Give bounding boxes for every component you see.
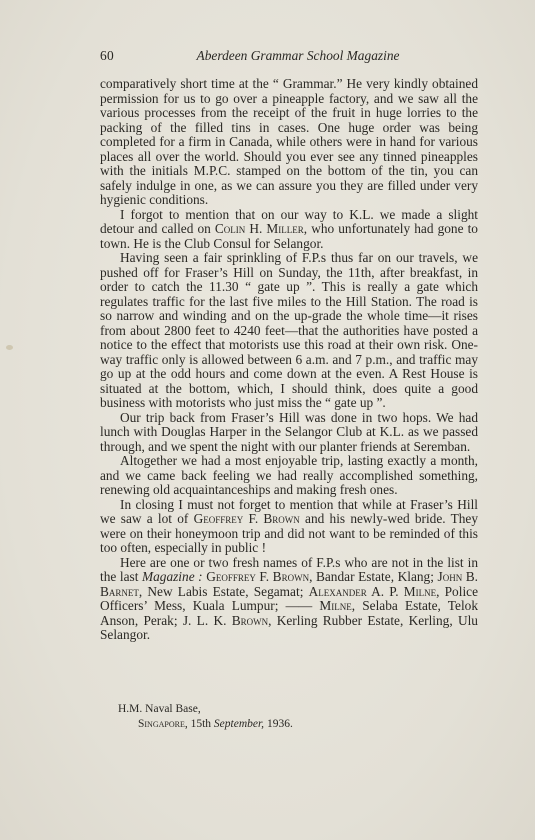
paper-stain-mark <box>6 345 13 350</box>
text-run: , Bandar Estate, Klang; <box>309 569 438 584</box>
paragraph <box>100 454 478 498</box>
signature-month: September, <box>213 717 265 730</box>
text-run: Having seen a fair sprinkling of F.P.s thus far on our travels, we pushed off for Fraser’s Hill on Sunday, the 11th, after breakfast, in order to catch the 11.30 “ gate up ”. This is really a gate which regulates traffic for the last five miles to the Hill Station. The road is so narrow and winding and on the up-grade the whole time—it rises from about 2800 feet to 4240 feet—that the authorities have posted a notice to the effect that motorists use this road at their own risk. One-way traffic only is allowed between 6 a.m. and 7 p.m., and traffic may go up at the odd hours and come down at the even. A Rest House is situated at the bottom, which, I should think, does quite a good business with motorists who just miss the “ gate up ”. <box>100 250 478 410</box>
text-run: , Police Officers’ Mess, Kuala Lumpur; —— <box>100 583 478 613</box>
text-run: Our trip back from Fraser’s Hill was done in two hops. We had lunch with Douglas Harper in the Selangor Club at K.L. as we passed through, and we spent the night with our planter friends at Seremban. <box>100 409 478 454</box>
italic-text: Magazine : <box>141 569 203 584</box>
running-head: Aberdeen Grammar School Magazine <box>196 48 400 63</box>
text-run: Altogether we had a most enjoyable trip, lasting exactly a month, and we came back feeling we had really accomplished something, renewing old acquaintanceships and making fresh ones. <box>100 453 478 497</box>
paragraph <box>100 411 478 455</box>
person-name: J. L. K. Brown <box>182 612 269 628</box>
person-name: Milne <box>319 598 352 613</box>
signature-block <box>118 702 293 731</box>
signature-place-date <box>118 717 293 732</box>
paragraph <box>100 208 478 252</box>
paragraph <box>100 556 478 643</box>
person-name: Alexander A. P. Milne <box>308 583 437 599</box>
paragraph <box>100 251 478 411</box>
signature-place: Singapore, <box>138 717 188 730</box>
person-name: John B. Barnet <box>100 569 478 599</box>
paragraph <box>100 498 478 556</box>
text-run: I forgot to mention that on our way to K.L. we made a slight detour and called on <box>100 206 478 236</box>
paragraph <box>100 77 478 208</box>
article-body <box>100 77 478 643</box>
signature-day: 15th <box>187 717 214 730</box>
person-name: Geoffrey F. Brown <box>206 569 310 584</box>
text-run: , Kerling Rubber Estate, Kerling, Ulu Selangor. <box>100 612 478 642</box>
text-run: , who unfortunately had gone to town. He is the Club Consul for Selangor. <box>100 221 478 251</box>
page-header <box>100 48 478 64</box>
person-name: Colin H. Miller <box>214 221 304 236</box>
signature-location: H.M. Naval Base, <box>118 703 201 715</box>
page-number: 60 <box>100 48 114 63</box>
text-run: , Selaba Estate, Telok Anson, Perak; <box>100 598 478 628</box>
person-name: Geoffrey F. Brown <box>193 511 300 526</box>
text-run: , New Labis Estate, Segamat; <box>138 583 309 599</box>
text-run: Here are one or two fresh names of F.P.s who are not in the list in the last <box>100 554 478 584</box>
text-run: comparatively short time at the “ Grammar.” He very kindly obtained permission for us to go over a pineapple factory, and we saw all the various processes from the receipt of the fruit in huge lorries to the packing of the filled tins in cases. One huge order was being completed for a firm in Canada, while others were in hand for various places all over the world. Should you ever see any tinned pineapples with the initials M.P.C. stamped on the bottom of the tin, you can safely indulge in one, as we can assure you they are filled under very hygienic conditions. <box>100 76 478 207</box>
signature-year: 1936. <box>264 717 293 730</box>
text-run: In closing I must not forget to mention that while at Fraser’s Hill we saw a lot of <box>100 496 478 526</box>
text-run: and his newly-wed bride. They were on their honeymoon trip and did not want to be reminded of this too often, especially in public ! <box>100 511 479 555</box>
